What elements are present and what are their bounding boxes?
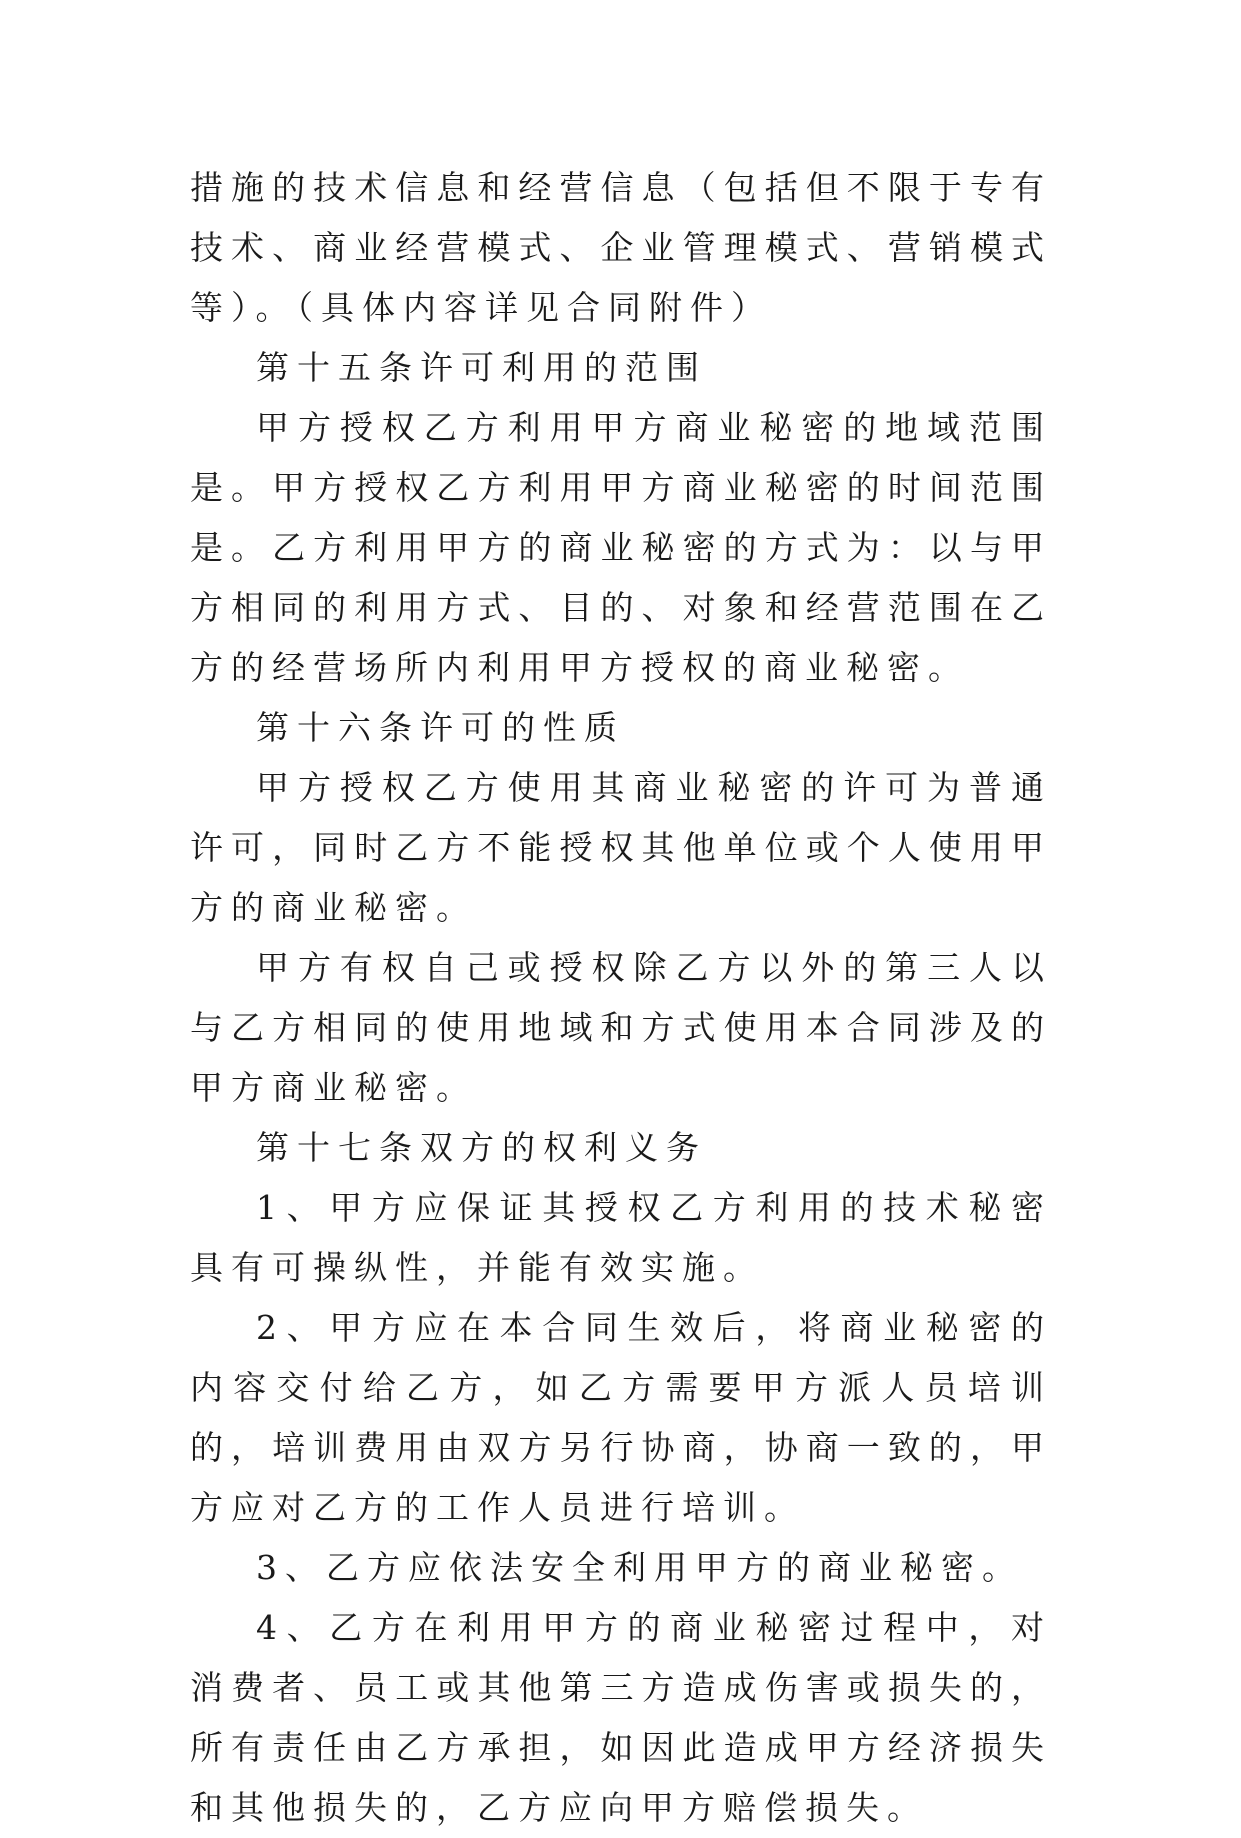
paragraph-measures-continuation: 措施的技术信息和经营信息（包括但不限于专有技术、商业经营模式、企业管理模式、营销模式等）。（具体内容详见合同附件） [190,168,1052,327]
paragraph-license-scope: 甲方授权乙方利用甲方商业秘密的地域范围是。甲方授权乙方利用甲方商业秘密的时间范围是。乙方利用甲方的商业秘密的方式为：以与甲方相同的利用方式、目的、对象和经营范围在乙方的经营场所内利用甲方授权的商业秘密。 [190,408,1052,687]
clause-3: 3、乙方应依法安全利用甲方的商业秘密。 [256,1548,1023,1587]
clause-1: 1、甲方应保证其授权乙方利用的技术秘密具有可操纵性，并能有效实施。 [190,1188,1052,1287]
article-16-heading: 第十六条许可的性质 [256,708,625,747]
paragraph-license-nature: 甲方授权乙方使用其商业秘密的许可为普通许可，同时乙方不能授权其他单位或个人使用甲方的商业秘密。 [190,768,1052,927]
clause-2: 2、甲方应在本合同生效后，将商业秘密的内容交付给乙方，如乙方需要甲方派人员培训的，培训费用由双方另行协商，协商一致的，甲方应对乙方的工作人员进行培训。 [190,1308,1052,1527]
article-15-heading: 第十五条许可利用的范围 [256,348,707,387]
article-17-heading: 第十七条双方的权利义务 [256,1128,707,1167]
clause-4: 4、乙方在利用甲方的商业秘密过程中，对消费者、员工或其他第三方造成伤害或损失的，所有责任由乙方承担，如因此造成甲方经济损失和其他损失的，乙方应向甲方赔偿损失。 [190,1608,1052,1827]
paragraph-party-a-rights: 甲方有权自己或授权除乙方以外的第三人以与乙方相同的使用地域和方式使用本合同涉及的甲方商业秘密。 [190,948,1052,1107]
document-page [190,158,1052,1838]
